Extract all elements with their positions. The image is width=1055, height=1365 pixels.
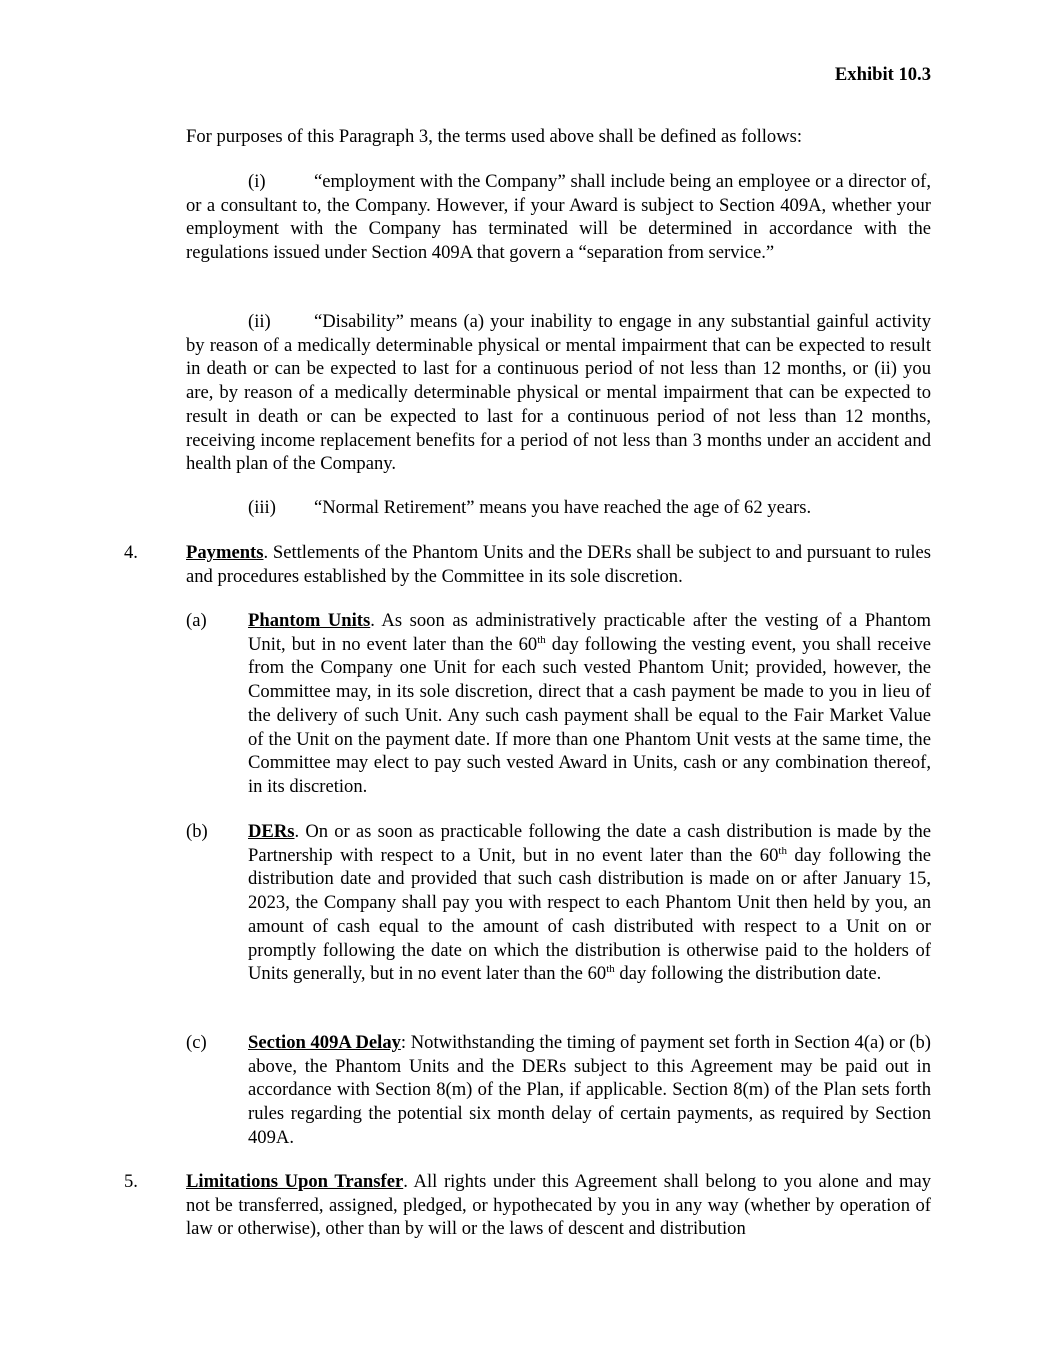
section-text: . All rights under this Agreement shall belong to you alone and may not be transferred, assigned, pledged, or hypothecated by you in any way (whether by operation of law or otherwise), other than by will or the laws of descent and distribution <box>186 1171 932 1240</box>
ordinal-superscript: th <box>606 963 615 976</box>
section-5-limitations <box>124 1170 932 1241</box>
subsection-a-phantom-units <box>186 609 931 799</box>
subsection-title: DERs <box>248 821 295 842</box>
section-title: Limitations Upon Transfer <box>186 1171 404 1192</box>
definition-ii <box>186 310 931 476</box>
definition-number: (iii) <box>248 497 276 518</box>
definition-iii <box>186 496 931 520</box>
subsection-c-409a-delay <box>186 1031 931 1150</box>
subsection-number: (c) <box>186 1032 207 1053</box>
section-number: 5. <box>124 1171 138 1192</box>
subsection-title: Phantom Units <box>248 610 371 631</box>
section-4-payments <box>124 541 931 588</box>
subsection-number: (b) <box>186 821 208 842</box>
section-number: 4. <box>124 542 138 563</box>
definition-text: “Normal Retirement” means you have reached the age of 62 years. <box>314 497 812 518</box>
subsection-text: day following the vesting event, you shall receive from the Company one Unit for each such vested Phantom Unit; provided, however, the Committee may, in its sole discretion, direct that a cash payment be made to you in lieu of the delivery of such Unit. Any such cash payment shall be equal to the Fair Market Value of the Unit on the payment date. If more than one Phantom Unit vests at the same time, the Committee may elect to pay such vested Award in Units, cash or any combination thereof, in its discretion. <box>248 633 931 797</box>
ordinal-superscript: th <box>778 844 787 857</box>
subsection-text: day following the distribution date and provided that such cash distribution is made on or after January 15, 2023, the Company shall pay you with respect to each Phantom Unit then held by you, an amount of cash equal to the amount of cash distributed with respect to a Unit on or promptly following the date on which the distribution is otherwise paid to the holders of Units generally, but in no event later than the 60 <box>248 844 932 985</box>
ordinal-superscript: th <box>537 633 546 646</box>
section-text: . Settlements of the Phantom Units and the DERs shall be subject to and pursuant to rules and procedures established by the Committee in its sole discretion. <box>186 542 931 587</box>
subsection-text: . On or as soon as practicable following the date a cash distribution is made by the Partnership with respect to a Unit, but in no event later than the 60 <box>248 821 931 866</box>
subsection-text: day following the distribution date. <box>614 963 882 985</box>
subsection-title: Section 409A Delay <box>248 1032 401 1053</box>
definition-text: “employment with the Company” shall include being an employee or a director of, or a consultant to, the Company. However, if your Award is subject to Section 409A, whether your employment with the Company has terminated will be determined in accordance with the regulations issued under Section 409A that govern a “separation from service.” <box>186 171 931 264</box>
subsection-text: . As soon as administratively practicable after the vesting of a Phantom Unit, but in no event later than the 60 <box>248 610 931 655</box>
definition-number: (i) <box>248 171 266 192</box>
section-title: Payments <box>186 542 264 563</box>
definition-text: “Disability” means (a) your inability to engage in any substantial gainful activity by reason of a medically determinable physical or mental impairment that can be expected to result in death or can be expected to last for a continuous period of not less than 12 months, or (ii) you are, by reason of a medically determinable physical or mental impairment that can be expected to result in death or can be expected to last for a continuous period of not less than 12 months, receiving income replacement benefits for a period of not less than 3 months under an accident and health plan of the Company. <box>186 311 931 475</box>
definition-number: (ii) <box>248 311 271 332</box>
subsection-text: : Notwithstanding the timing of payment set forth in Section 4(a) or (b) above, the Phantom Units and the DERs subject to this Agreement may be paid out in accordance with Section 8(m) of the Plan, if applicable. Section 8(m) of the Plan sets forth rules regarding the potential six month delay of certain payments, as required by Section 409A. <box>248 1032 931 1148</box>
exhibit-label: Exhibit 10.3 <box>834 64 931 85</box>
intro-paragraph: For purposes of this Paragraph 3, the terms used above shall be defined as follows: <box>186 126 803 147</box>
subsection-b-ders <box>186 820 932 986</box>
definition-i <box>186 170 931 265</box>
subsection-number: (a) <box>186 610 207 631</box>
